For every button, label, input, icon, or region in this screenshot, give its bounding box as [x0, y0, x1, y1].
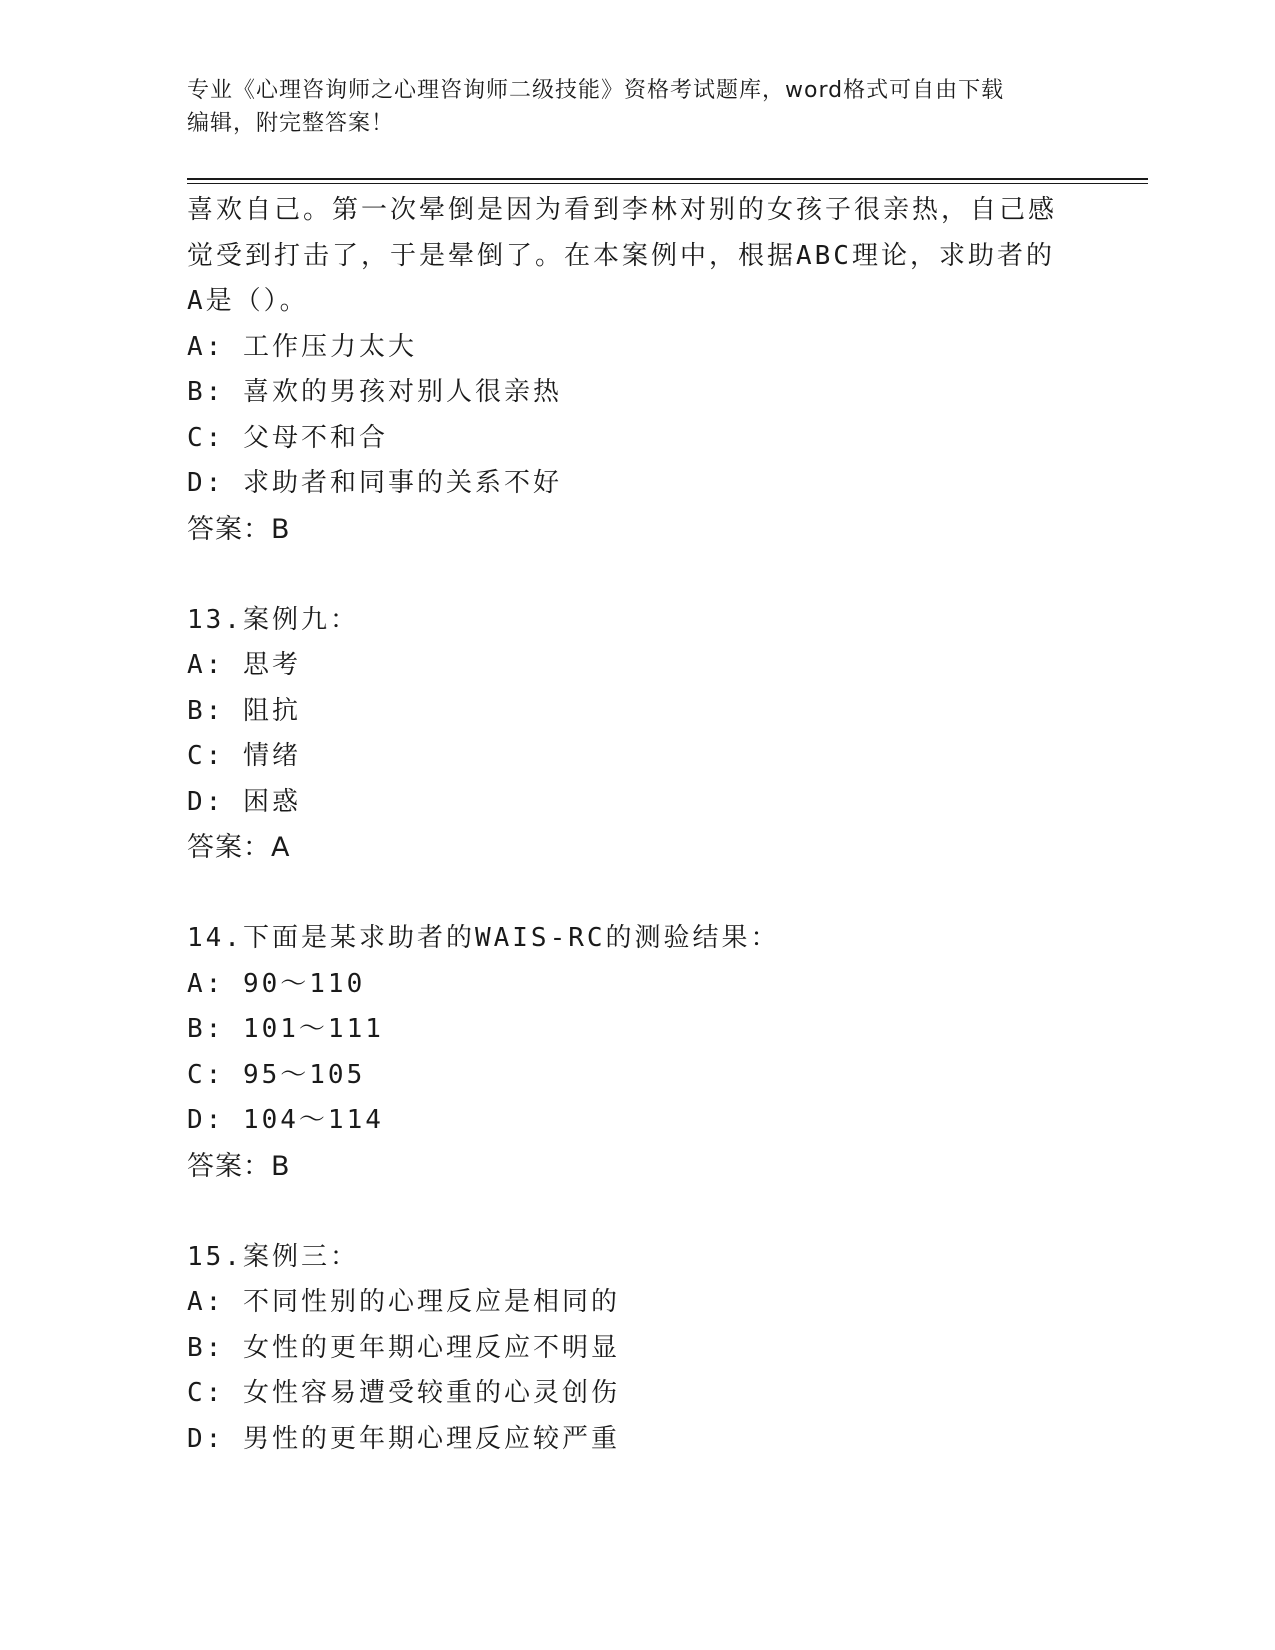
option-d: D: 男性的更年期心理反应较严重 — [187, 1423, 620, 1454]
option-d: D: 104～114 — [187, 1105, 384, 1135]
question-13 — [187, 598, 1127, 871]
header-line-1: 专业《心理咨询师之心理咨询师二级技能》资格考试题库，word格式可自由下载 — [187, 78, 1005, 103]
question-12-continued — [187, 188, 1127, 552]
option-c: C: 女性容易遭受较重的心灵创伤 — [187, 1378, 620, 1408]
question-14 — [187, 916, 1127, 1189]
option-a: A: 90～110 — [187, 968, 366, 999]
question-stem: 15.案例三： — [187, 1241, 359, 1272]
question-stem: 13.案例九： — [187, 604, 359, 635]
page-header — [187, 74, 1087, 140]
question-15 — [187, 1235, 1127, 1463]
question-stem-line: 喜欢自己。第一次晕倒是因为看到李林对别的女孩子很亲热，自己感 — [187, 195, 1058, 225]
option-b: B: 女性的更年期心理反应不明显 — [187, 1332, 620, 1363]
option-b: B: 喜欢的男孩对别人很亲热 — [187, 377, 562, 407]
option-d: D: 求助者和同事的关系不好 — [187, 468, 562, 498]
header-divider-thin — [187, 183, 1148, 184]
option-a: A: 不同性别的心理反应是相同的 — [187, 1287, 620, 1317]
spacer — [187, 871, 1127, 917]
answer-line: 答案：B — [187, 1150, 291, 1182]
option-b: B: 阻抗 — [187, 695, 301, 726]
spacer — [187, 1189, 1127, 1235]
question-stem-line: 觉受到打击了，于是晕倒了。在本案例中，根据ABC理论，求助者的 — [187, 240, 1055, 271]
question-stem-line: A是（）。 — [187, 286, 309, 316]
option-a: A: 工作压力太大 — [187, 331, 417, 362]
option-c: C: 情绪 — [187, 741, 301, 771]
answer-line: 答案：A — [187, 832, 291, 863]
spacer — [187, 552, 1127, 598]
question-stem: 14.下面是某求助者的WAIS-RC的测验结果： — [187, 923, 780, 953]
question-content — [187, 188, 1127, 1462]
option-a: A: 思考 — [187, 650, 301, 680]
header-line-2: 编辑，附完整答案！ — [187, 111, 395, 136]
option-c: C: 95～105 — [187, 1059, 366, 1090]
answer-line: 答案：B — [187, 513, 291, 545]
option-b: B: 101～111 — [187, 1014, 384, 1044]
option-d: D: 困惑 — [187, 786, 301, 817]
header-divider-thick — [187, 178, 1148, 180]
option-c: C: 父母不和合 — [187, 422, 388, 453]
